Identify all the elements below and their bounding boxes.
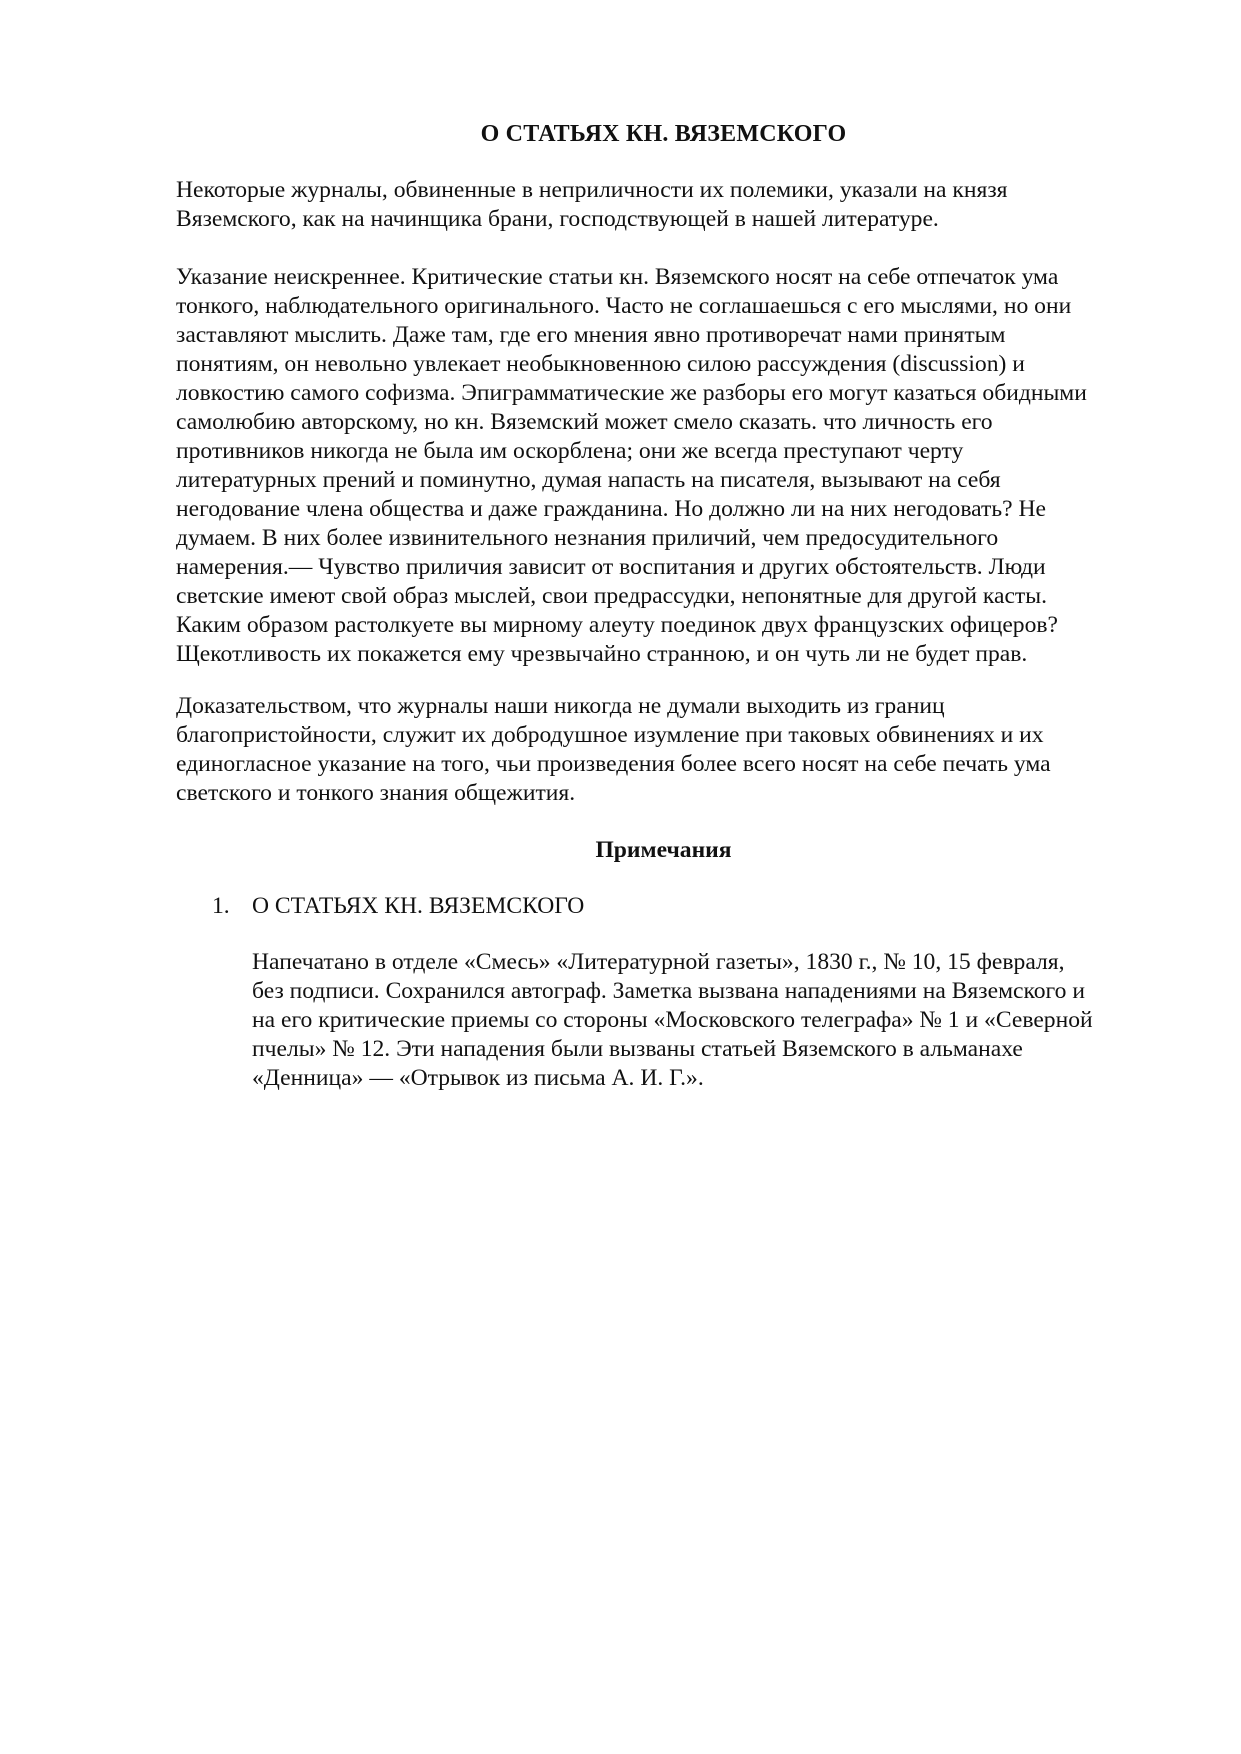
article-title: О СТАТЬЯХ КН. ВЯЗЕМСКОГО bbox=[480, 121, 847, 147]
note-number: 1. bbox=[212, 893, 230, 919]
notes-heading: Примечания bbox=[595, 837, 732, 863]
paragraph-3: Доказательством, что журналы наши никогда не думали выходить из границ благопристойности, служит их добродушное изумление при таковых обвинениях и их единогласное указание на того, чьи произведения более всего носят на себе печать ума светского и тонкого знания общежития. bbox=[176, 693, 1051, 806]
note-text: Напечатано в отделе «Смесь» «Литературной газеты», 1830 г., № 10, 15 февраля, без подписи. Сохранился автограф. Заметка вызвана нападениями на Вяземского и на его критические приемы со стороны «Московского телеграфа» № 1 и «Северной пчелы» № 12. Эти нападения были вызваны статьей Вяземского в альманахе «Денница» — «Отрывок из письма А. И. Г.». bbox=[252, 949, 1093, 1091]
paragraph-2: Указание неискреннее. Критические статьи кн. Вяземского носят на себе отпечаток ума тонкого, наблюдательного оригинального. Часто не соглашаешься с его мыслями, но они заставляют мыслить. Даже там, где его мнения явно противоречат нами принятым понятиям, он невольно увлекает необыкновенною силою рассуждения (discussion) и ловкостию самого софизма. Эпиграмматические же разборы его могут казаться обидными самолюбию авторскому, но кн. Вяземский может смело сказать. что личность его противников никогда не была им оскорблена; они же всегда преступают черту литературных прений и поминутно, думая напасть на писателя, вызывают на себя негодование члена общества и даже гражданина. Но должно ли на них негодовать? Не думаем. В них более извинительного незнания приличий, чем предосудительного намерения.— Чувство приличия зависит от воспитания и других обстоятельств. Люди светские имеют свой образ мыслей, свои предрассудки, непонятные для другой касты. Каким образом растолкуете вы мирному алеуту поединок двух французских офицеров? Щекотливость их покажется ему чрезвычайно странною, и он чуть ли не будет прав. bbox=[176, 264, 1087, 667]
paragraph-1: Некоторые журналы, обвиненные в неприличности их полемики, указали на князя Вяземского, как на начинщика брани, господствующей в нашей литературе. bbox=[176, 177, 1008, 232]
note-title: О СТАТЬЯХ КН. ВЯЗЕМСКОГО bbox=[252, 893, 585, 919]
